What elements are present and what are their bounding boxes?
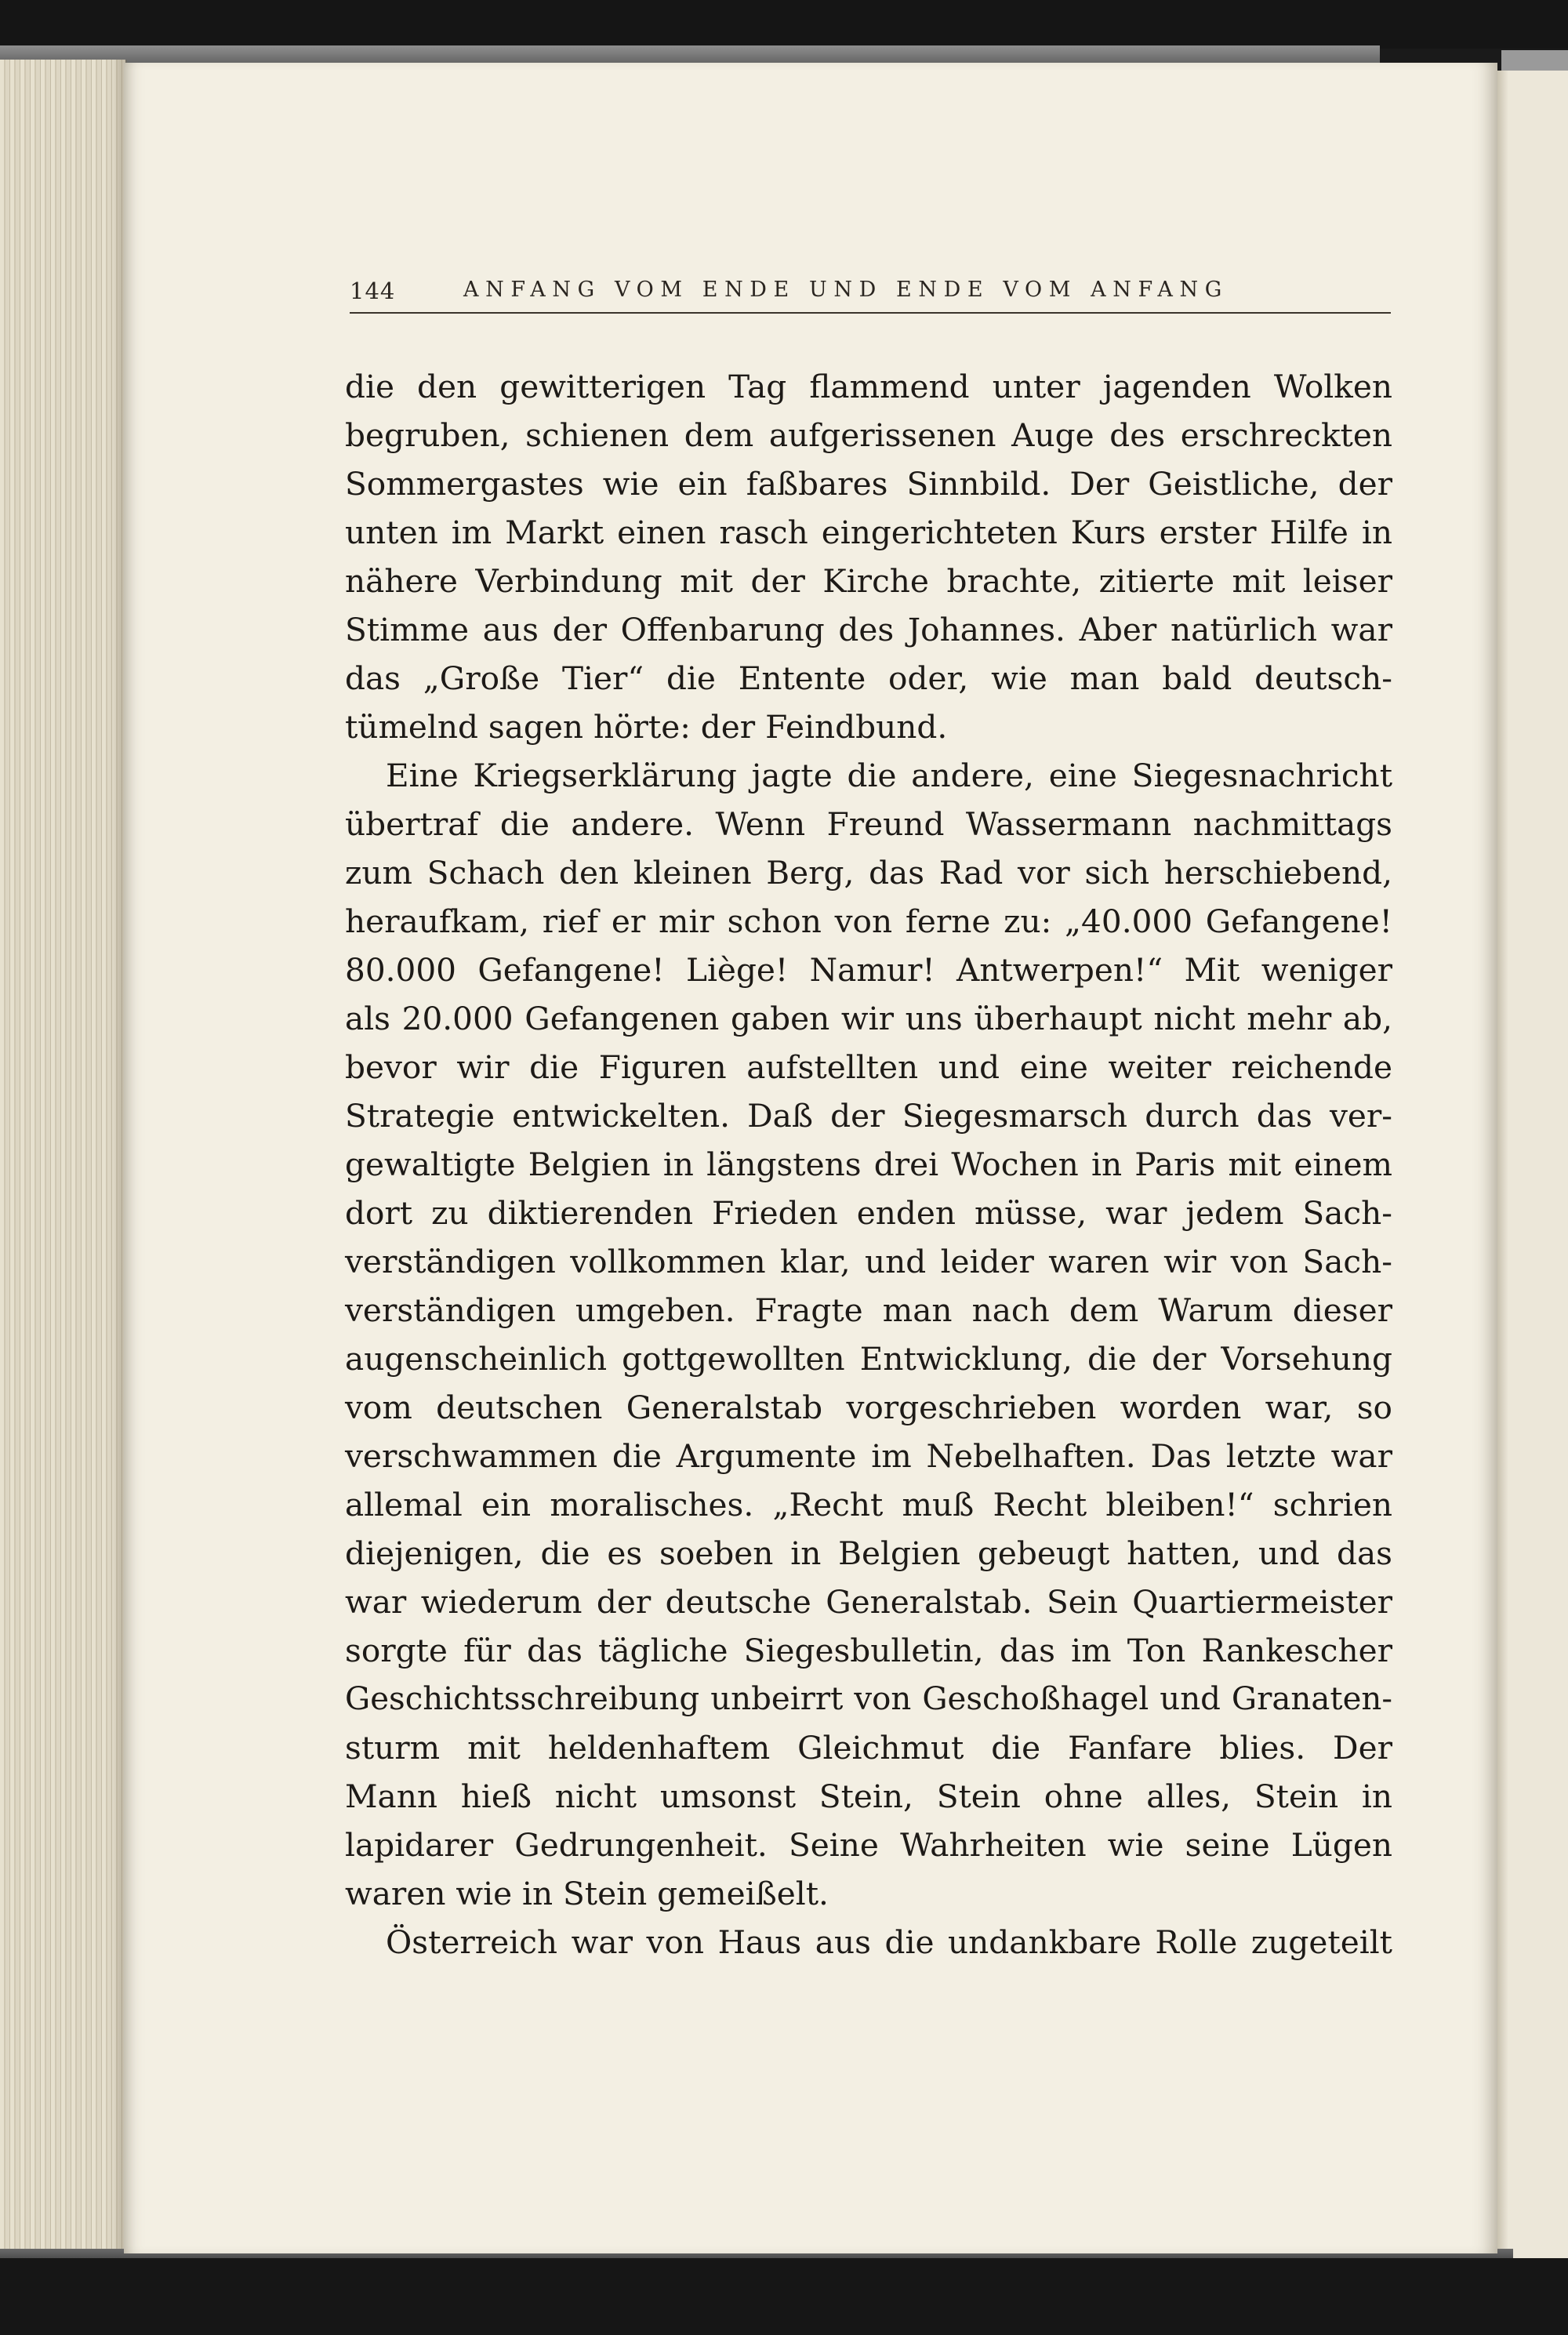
- text-line: vom deutschen Generalstab vorgeschrieben worden war, so: [345, 1389, 1392, 1426]
- text-line: augenscheinlich gottgewollten Entwicklung, die der Vorsehung: [345, 1340, 1392, 1378]
- page-number: 144: [350, 278, 396, 304]
- text-line: die den gewitterigen Tag flammend unter jagenden Wolken: [345, 368, 1392, 405]
- text-line: waren wie in Stein gemeißelt.: [345, 1875, 829, 1912]
- text-line: Geschichtsschreibung unbeirrt von Geschoßhagel und Granaten-: [345, 1680, 1392, 1717]
- text-line: verständigen vollkommen klar, und leider waren wir von Sach-: [345, 1243, 1392, 1280]
- running-head: [350, 276, 1391, 314]
- text-line: als 20.000 Gefangenen gaben wir uns überhaupt nicht mehr ab,: [345, 1000, 1392, 1037]
- top-background: [0, 0, 1568, 49]
- text-line: nähere Verbindung mit der Kirche brachte, zitierte mit leiser: [345, 562, 1392, 600]
- text-line: Mann hieß nicht umsonst Stein, Stein ohne alles, Stein in: [345, 1778, 1392, 1815]
- text-line: tümelnd sagen hörte: der Feindbund.: [345, 708, 948, 746]
- text-line: begruben, schienen dem aufgerissenen Auge des erschreckten: [345, 416, 1392, 454]
- body-text: [345, 362, 1392, 1966]
- text-line: Sommergastes wie ein faßbares Sinnbild. Der Geistliche, der: [345, 465, 1392, 503]
- text-line: Eine Kriegserklärung jagte die andere, eine Siegesnachricht: [386, 757, 1392, 794]
- text-line: heraufkam, rief er mir schon von ferne zu: „40.000 Gefangene!: [345, 902, 1392, 940]
- text-line: war wiederum der deutsche Generalstab. Sein Quartiermeister: [345, 1583, 1392, 1621]
- text-line: bevor wir die Figuren aufstellten und eine weiter reichende: [345, 1048, 1392, 1086]
- text-line: diejenigen, die es soeben in Belgien gebeugt hatten, und das: [345, 1534, 1392, 1572]
- text-line: Stimme aus der Offenbarung des Johannes. Aber natürlich war: [345, 611, 1392, 648]
- text-line: allemal ein moralisches. „Recht muß Recht bleiben!“ schrien: [345, 1486, 1392, 1523]
- text-line: das „Große Tier“ die Entente oder, wie man bald deutsch-: [345, 659, 1392, 697]
- text-line: übertraf die andere. Wenn Freund Wassermann nachmittags: [345, 805, 1392, 843]
- text-line: dort zu diktierenden Frieden enden müsse, war jedem Sach-: [345, 1194, 1392, 1232]
- left-page-stack: [0, 60, 125, 2255]
- text-line: lapidarer Gedrungenheit. Seine Wahrheiten wie seine Lügen: [345, 1826, 1392, 1864]
- text-line: verständigen umgeben. Fragte man nach dem Warum dieser: [345, 1291, 1392, 1329]
- text-line: unten im Markt einen rasch eingerichteten Kurs erster Hilfe in: [345, 514, 1392, 551]
- text-line: sorgte für das tägliche Siegesbulletin, das im Ton Rankescher: [345, 1632, 1392, 1669]
- right-page-edges: [1497, 71, 1568, 2258]
- text-line: Österreich war von Haus aus die undankbare Rolle zugeteilt: [386, 1923, 1392, 1961]
- text-line: verschwammen die Argumente im Nebelhaften. Das letzte war: [345, 1437, 1392, 1475]
- text-line: 80.000 Gefangene! Liège! Namur! Antwerpen!“ Mit weniger: [345, 951, 1392, 989]
- running-title: ANFANG VOM ENDE UND ENDE VOM ANFANG: [463, 278, 1229, 302]
- bottom-background: [0, 2258, 1568, 2335]
- text-line: Strategie entwickelten. Daß der Siegesmarsch durch das ver-: [345, 1097, 1392, 1135]
- text-line: zum Schach den kleinen Berg, das Rad vor sich herschiebend,: [345, 854, 1392, 892]
- text-line: sturm mit heldenhaftem Gleichmut die Fanfare blies. Der: [345, 1729, 1392, 1767]
- text-line: gewaltigte Belgien in längstens drei Wochen in Paris mit einem: [345, 1146, 1392, 1183]
